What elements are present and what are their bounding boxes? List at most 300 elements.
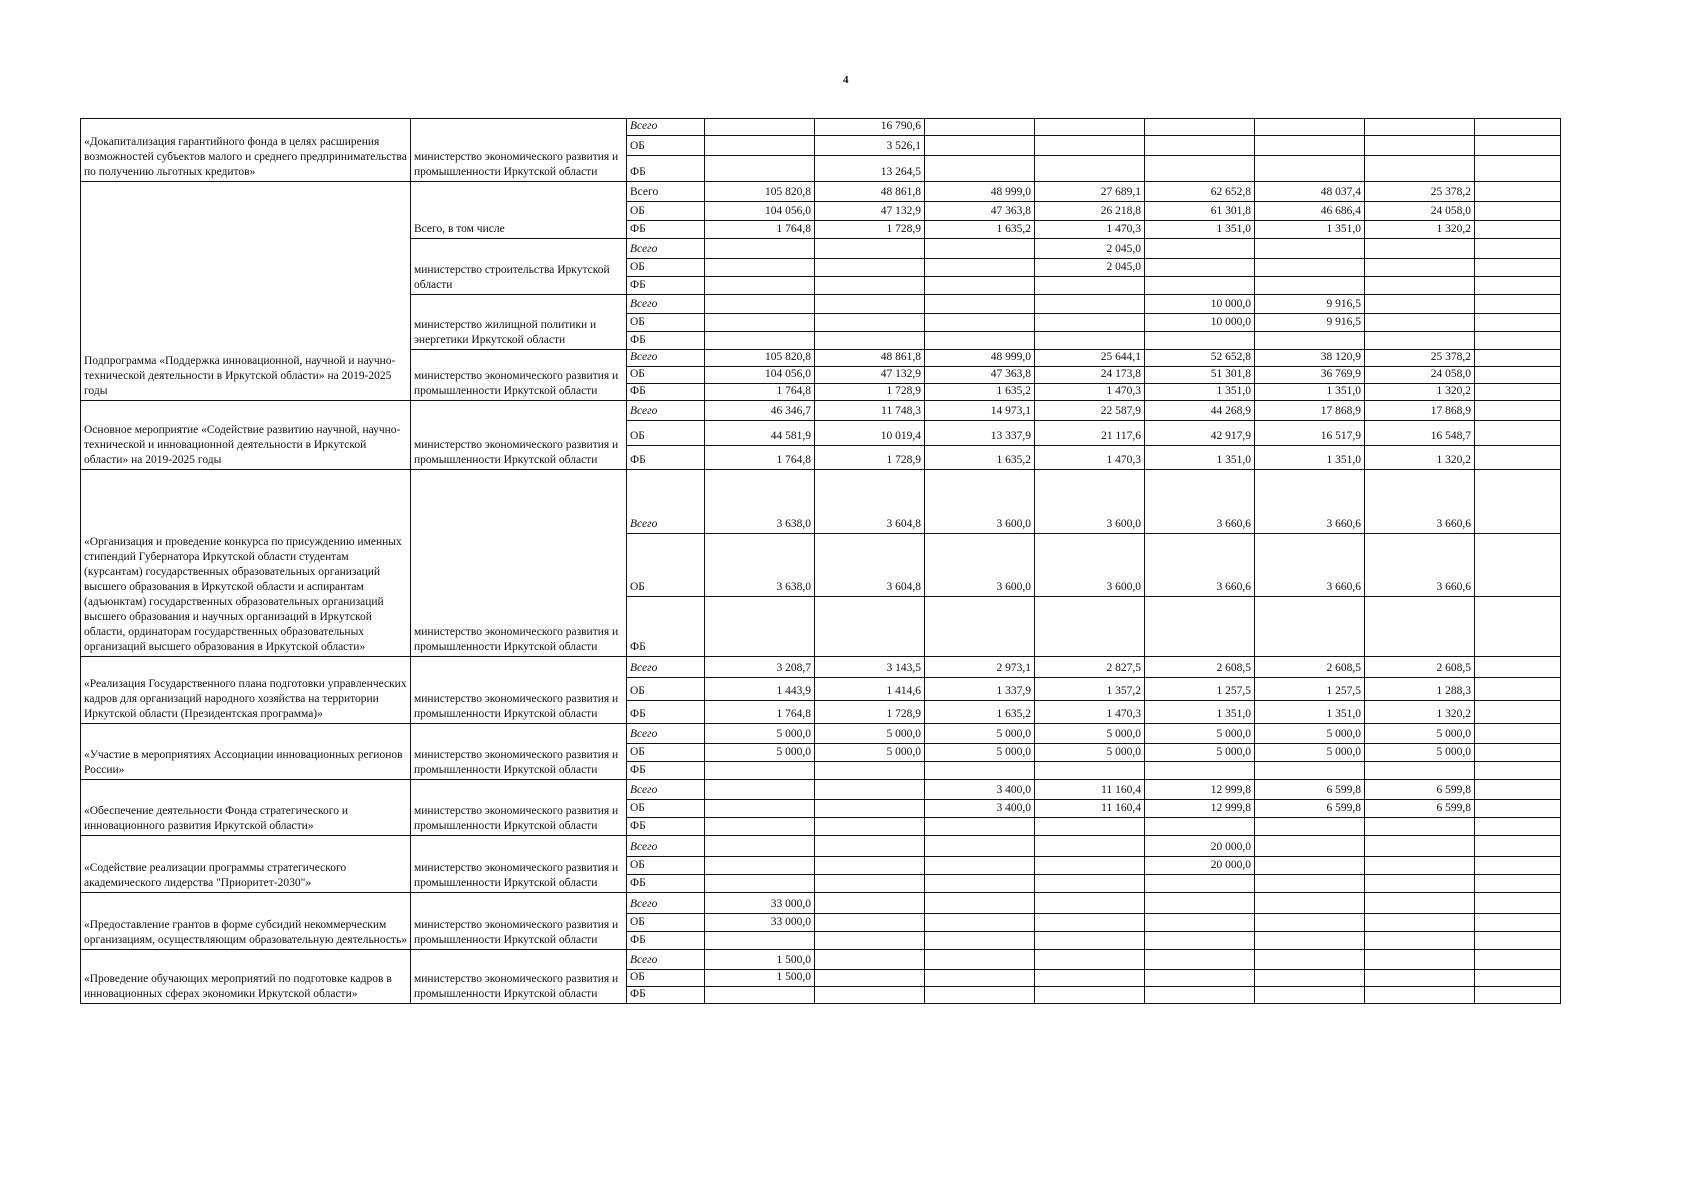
- responsible-executor: министерство экономического развития и промышленности Иркутской области: [411, 657, 627, 724]
- value-cell: [1365, 597, 1475, 657]
- value-cell: 1 500,0: [705, 950, 815, 970]
- funding-source-label: ОБ: [627, 367, 705, 384]
- funding-source-label: Всего: [627, 239, 705, 259]
- value-cell: [1145, 932, 1255, 950]
- value-cell: 3 638,0: [705, 534, 815, 597]
- value-cell: [815, 875, 925, 893]
- value-cell: [1365, 857, 1475, 875]
- value-cell: 3 660,6: [1365, 534, 1475, 597]
- value-cell: [1035, 875, 1145, 893]
- value-cell: 1 728,9: [815, 221, 925, 239]
- value-cell: 12 999,8: [1145, 800, 1255, 818]
- value-cell: 47 132,9: [815, 202, 925, 221]
- funding-source-label: Всего: [627, 470, 705, 534]
- value-cell: 24 173,8: [1035, 367, 1145, 384]
- value-cell: [925, 875, 1035, 893]
- value-cell: 6 599,8: [1255, 780, 1365, 800]
- empty-cell: [1475, 421, 1561, 446]
- value-cell: 1 288,3: [1365, 678, 1475, 701]
- table-row: [81, 182, 1561, 202]
- value-cell: 1 635,2: [925, 384, 1035, 401]
- empty-cell: [1475, 701, 1561, 724]
- value-cell: [815, 277, 925, 295]
- value-cell: [1255, 136, 1365, 156]
- value-cell: 20 000,0: [1145, 836, 1255, 857]
- value-cell: [1255, 597, 1365, 657]
- value-cell: 2 827,5: [1035, 657, 1145, 678]
- value-cell: 1 764,8: [705, 446, 815, 470]
- responsible-executor: министерство экономического развития и промышленности Иркутской области: [411, 401, 627, 470]
- empty-cell: [1475, 221, 1561, 239]
- value-cell: [1255, 259, 1365, 277]
- value-cell: 5 000,0: [1255, 724, 1365, 744]
- value-cell: [1035, 136, 1145, 156]
- value-cell: [815, 780, 925, 800]
- value-cell: [925, 914, 1035, 932]
- value-cell: [925, 762, 1035, 780]
- value-cell: [925, 597, 1035, 657]
- value-cell: [1145, 762, 1255, 780]
- empty-cell: [1475, 857, 1561, 875]
- value-cell: [925, 932, 1035, 950]
- value-cell: 3 400,0: [925, 800, 1035, 818]
- funding-source-label: Всего: [627, 657, 705, 678]
- value-cell: [925, 314, 1035, 332]
- funding-source-label: ФБ: [627, 384, 705, 401]
- empty-cell: [1475, 597, 1561, 657]
- empty-cell: [1475, 987, 1561, 1004]
- funding-source-label: Всего: [627, 182, 705, 202]
- measure-description: «Содействие реализации программы стратегического академического лидерства "Приоритет-2030"»: [81, 836, 411, 893]
- empty-cell: [1475, 136, 1561, 156]
- value-cell: [815, 332, 925, 350]
- value-cell: [1365, 987, 1475, 1004]
- value-cell: [1145, 893, 1255, 914]
- value-cell: [1145, 818, 1255, 836]
- value-cell: 38 120,9: [1255, 350, 1365, 367]
- value-cell: 27 689,1: [1035, 182, 1145, 202]
- value-cell: [1255, 970, 1365, 987]
- value-cell: [815, 914, 925, 932]
- value-cell: 36 769,9: [1255, 367, 1365, 384]
- value-cell: 105 820,8: [705, 182, 815, 202]
- value-cell: [925, 332, 1035, 350]
- funding-source-label: Всего: [627, 401, 705, 421]
- value-cell: 17 868,9: [1255, 401, 1365, 421]
- value-cell: [1365, 970, 1475, 987]
- value-cell: 1 764,8: [705, 384, 815, 401]
- value-cell: [1365, 762, 1475, 780]
- value-cell: 5 000,0: [815, 724, 925, 744]
- value-cell: [925, 119, 1035, 136]
- value-cell: [925, 857, 1035, 875]
- value-cell: [815, 259, 925, 277]
- value-cell: [1145, 970, 1255, 987]
- value-cell: 1 257,5: [1255, 678, 1365, 701]
- value-cell: 62 652,8: [1145, 182, 1255, 202]
- value-cell: [1145, 156, 1255, 182]
- empty-cell: [1475, 156, 1561, 182]
- value-cell: [1035, 277, 1145, 295]
- empty-cell: [1475, 744, 1561, 762]
- value-cell: [815, 295, 925, 314]
- value-cell: 1 351,0: [1145, 384, 1255, 401]
- empty-cell: [1475, 950, 1561, 970]
- value-cell: 3 604,8: [815, 534, 925, 597]
- value-cell: 48 999,0: [925, 350, 1035, 367]
- value-cell: 17 868,9: [1365, 401, 1475, 421]
- value-cell: 1 764,8: [705, 221, 815, 239]
- value-cell: 5 000,0: [1255, 744, 1365, 762]
- measure-description: Подпрограмма «Поддержка инновационной, научной и научно-технической деятельности в Иркутской области» на 2019-2025 годы: [81, 182, 411, 401]
- empty-cell: [1475, 678, 1561, 701]
- funding-source-label: Всего: [627, 119, 705, 136]
- empty-cell: [1475, 800, 1561, 818]
- value-cell: 2 045,0: [1035, 239, 1145, 259]
- table-row: [81, 724, 1561, 744]
- funding-source-label: ОБ: [627, 914, 705, 932]
- value-cell: 21 117,6: [1035, 421, 1145, 446]
- value-cell: 3 660,6: [1255, 470, 1365, 534]
- funding-source-label: ФБ: [627, 875, 705, 893]
- funding-source-label: ФБ: [627, 701, 705, 724]
- value-cell: 1 470,3: [1035, 221, 1145, 239]
- value-cell: 9 916,5: [1255, 314, 1365, 332]
- value-cell: [815, 987, 925, 1004]
- value-cell: 1 470,3: [1035, 701, 1145, 724]
- value-cell: [1145, 987, 1255, 1004]
- value-cell: 10 000,0: [1145, 314, 1255, 332]
- value-cell: [1255, 875, 1365, 893]
- responsible-executor: министерство экономического развития и промышленности Иркутской области: [411, 780, 627, 836]
- value-cell: 6 599,8: [1365, 800, 1475, 818]
- value-cell: 1 764,8: [705, 701, 815, 724]
- funding-source-label: ФБ: [627, 597, 705, 657]
- funding-source-label: Всего: [627, 295, 705, 314]
- funding-source-label: ФБ: [627, 277, 705, 295]
- value-cell: 48 999,0: [925, 182, 1035, 202]
- value-cell: 1 635,2: [925, 221, 1035, 239]
- value-cell: [1255, 277, 1365, 295]
- value-cell: 5 000,0: [1145, 744, 1255, 762]
- value-cell: 3 400,0: [925, 780, 1035, 800]
- value-cell: 1 351,0: [1255, 221, 1365, 239]
- responsible-executor: министерство строительства Иркутской области: [411, 239, 627, 295]
- empty-cell: [1475, 875, 1561, 893]
- value-cell: [815, 762, 925, 780]
- value-cell: 16 548,7: [1365, 421, 1475, 446]
- empty-cell: [1475, 446, 1561, 470]
- empty-cell: [1475, 239, 1561, 259]
- funding-source-label: ФБ: [627, 987, 705, 1004]
- value-cell: 1 320,2: [1365, 446, 1475, 470]
- empty-cell: [1475, 259, 1561, 277]
- value-cell: [925, 893, 1035, 914]
- measure-description: Основное мероприятие «Содействие развитию научной, научно-технической и инновационной деятельности в Иркутской области» на 2019-2025 годы: [81, 401, 411, 470]
- value-cell: [1035, 597, 1145, 657]
- value-cell: 5 000,0: [1365, 744, 1475, 762]
- measure-description: «Организация и проведение конкурса по присуждению именных стипендий Губернатора Иркутской области студентам (курсантам) государственных образовательных организаций высшего образования в Иркутской области и аспирантам (адъюнктам) государственных образовательных организаций высшего образования и научных организаций в Иркутской области, ординаторам государственных образовательных организаций высшего образования в Иркутской области»: [81, 470, 411, 657]
- funding-source-label: ОБ: [627, 534, 705, 597]
- value-cell: 5 000,0: [705, 724, 815, 744]
- funding-source-label: ФБ: [627, 446, 705, 470]
- empty-cell: [1475, 836, 1561, 857]
- value-cell: 1 320,2: [1365, 384, 1475, 401]
- value-cell: [1365, 950, 1475, 970]
- value-cell: 1 320,2: [1365, 221, 1475, 239]
- value-cell: [1255, 818, 1365, 836]
- value-cell: [705, 780, 815, 800]
- value-cell: 105 820,8: [705, 350, 815, 367]
- value-cell: 26 218,8: [1035, 202, 1145, 221]
- empty-cell: [1475, 367, 1561, 384]
- value-cell: 10 000,0: [1145, 295, 1255, 314]
- value-cell: 14 973,1: [925, 401, 1035, 421]
- value-cell: 1 414,6: [815, 678, 925, 701]
- value-cell: [1365, 277, 1475, 295]
- value-cell: [1255, 762, 1365, 780]
- value-cell: 2 608,5: [1365, 657, 1475, 678]
- value-cell: [925, 239, 1035, 259]
- funding-source-label: ФБ: [627, 221, 705, 239]
- value-cell: [1255, 332, 1365, 350]
- value-cell: [1035, 932, 1145, 950]
- value-cell: [1365, 239, 1475, 259]
- empty-cell: [1475, 182, 1561, 202]
- value-cell: 25 644,1: [1035, 350, 1145, 367]
- value-cell: [705, 239, 815, 259]
- empty-cell: [1475, 350, 1561, 367]
- value-cell: [925, 950, 1035, 970]
- value-cell: [1145, 914, 1255, 932]
- value-cell: [815, 314, 925, 332]
- page-number: 4: [843, 74, 849, 86]
- funding-source-label: Всего: [627, 950, 705, 970]
- table-row: [81, 836, 1561, 857]
- empty-cell: [1475, 914, 1561, 932]
- empty-cell: [1475, 780, 1561, 800]
- value-cell: [925, 259, 1035, 277]
- empty-cell: [1475, 657, 1561, 678]
- value-cell: [925, 818, 1035, 836]
- measure-description: «Реализация Государственного плана подготовки управленческих кадров для организаций народного хозяйства на территории Иркутской области (Президентская программа)»: [81, 657, 411, 724]
- value-cell: [1255, 119, 1365, 136]
- funding-source-label: Всего: [627, 893, 705, 914]
- value-cell: [705, 332, 815, 350]
- value-cell: [705, 314, 815, 332]
- value-cell: 48 861,8: [815, 350, 925, 367]
- value-cell: 1 351,0: [1255, 701, 1365, 724]
- value-cell: [1255, 156, 1365, 182]
- value-cell: 1 470,3: [1035, 384, 1145, 401]
- value-cell: 44 268,9: [1145, 401, 1255, 421]
- value-cell: [1365, 156, 1475, 182]
- responsible-executor: министерство экономического развития и промышленности Иркутской области: [411, 350, 627, 401]
- table-row: [81, 470, 1561, 534]
- value-cell: 3 638,0: [705, 470, 815, 534]
- value-cell: [705, 277, 815, 295]
- value-cell: [1365, 893, 1475, 914]
- value-cell: 5 000,0: [1145, 724, 1255, 744]
- value-cell: 44 581,9: [705, 421, 815, 446]
- responsible-executor: министерство экономического развития и промышленности Иркутской области: [411, 950, 627, 1004]
- value-cell: [815, 836, 925, 857]
- funding-source-label: Всего: [627, 780, 705, 800]
- table-row: [81, 657, 1561, 678]
- value-cell: 1 351,0: [1145, 221, 1255, 239]
- value-cell: 6 599,8: [1255, 800, 1365, 818]
- value-cell: [705, 818, 815, 836]
- value-cell: 3 660,6: [1145, 470, 1255, 534]
- empty-cell: [1475, 724, 1561, 744]
- value-cell: [705, 875, 815, 893]
- value-cell: 9 916,5: [1255, 295, 1365, 314]
- value-cell: 46 686,4: [1255, 202, 1365, 221]
- value-cell: [705, 597, 815, 657]
- value-cell: 3 600,0: [1035, 470, 1145, 534]
- value-cell: [1255, 932, 1365, 950]
- funding-source-label: ОБ: [627, 800, 705, 818]
- value-cell: 20 000,0: [1145, 857, 1255, 875]
- value-cell: [1035, 893, 1145, 914]
- value-cell: 48 861,8: [815, 182, 925, 202]
- funding-source-label: ФБ: [627, 332, 705, 350]
- value-cell: 104 056,0: [705, 367, 815, 384]
- value-cell: 47 132,9: [815, 367, 925, 384]
- value-cell: 11 160,4: [1035, 780, 1145, 800]
- funding-source-label: ОБ: [627, 202, 705, 221]
- value-cell: [705, 156, 815, 182]
- funding-source-label: ОБ: [627, 421, 705, 446]
- value-cell: [1255, 836, 1365, 857]
- empty-cell: [1475, 119, 1561, 136]
- value-cell: 3 600,0: [925, 534, 1035, 597]
- value-cell: [705, 295, 815, 314]
- value-cell: 1 728,9: [815, 384, 925, 401]
- value-cell: [925, 295, 1035, 314]
- funding-source-label: ОБ: [627, 678, 705, 701]
- value-cell: [925, 970, 1035, 987]
- funding-source-label: ОБ: [627, 136, 705, 156]
- value-cell: [1035, 970, 1145, 987]
- value-cell: 33 000,0: [705, 914, 815, 932]
- budget-table: [80, 118, 1561, 1004]
- measure-description: «Обеспечение деятельности Фонда стратегического и инновационного развития Иркутской области»: [81, 780, 411, 836]
- value-cell: 25 378,2: [1365, 182, 1475, 202]
- value-cell: 5 000,0: [705, 744, 815, 762]
- funding-source-label: Всего: [627, 724, 705, 744]
- value-cell: 3 660,6: [1145, 534, 1255, 597]
- funding-source-label: ОБ: [627, 259, 705, 277]
- value-cell: [1255, 857, 1365, 875]
- value-cell: [1035, 836, 1145, 857]
- value-cell: [705, 800, 815, 818]
- value-cell: 1 500,0: [705, 970, 815, 987]
- value-cell: 2 973,1: [925, 657, 1035, 678]
- responsible-executor: министерство жилищной политики и энергетики Иркутской области: [411, 295, 627, 350]
- value-cell: [1365, 932, 1475, 950]
- value-cell: 22 587,9: [1035, 401, 1145, 421]
- value-cell: [815, 970, 925, 987]
- value-cell: 11 160,4: [1035, 800, 1145, 818]
- funding-source-label: ФБ: [627, 932, 705, 950]
- value-cell: 1 357,2: [1035, 678, 1145, 701]
- value-cell: [815, 893, 925, 914]
- value-cell: 1 728,9: [815, 701, 925, 724]
- value-cell: [815, 857, 925, 875]
- value-cell: 2 045,0: [1035, 259, 1145, 277]
- value-cell: [925, 277, 1035, 295]
- value-cell: 104 056,0: [705, 202, 815, 221]
- value-cell: [1145, 597, 1255, 657]
- responsible-executor: министерство экономического развития и промышленности Иркутской области: [411, 119, 627, 182]
- value-cell: [815, 597, 925, 657]
- value-cell: 3 143,5: [815, 657, 925, 678]
- value-cell: 47 363,8: [925, 367, 1035, 384]
- value-cell: [1035, 119, 1145, 136]
- empty-cell: [1475, 762, 1561, 780]
- measure-description: «Участие в мероприятиях Ассоциации инновационных регионов России»: [81, 724, 411, 780]
- funding-source-label: ФБ: [627, 818, 705, 836]
- value-cell: [1255, 950, 1365, 970]
- value-cell: [925, 156, 1035, 182]
- value-cell: 33 000,0: [705, 893, 815, 914]
- funding-source-label: ОБ: [627, 970, 705, 987]
- responsible-executor: министерство экономического развития и промышленности Иркутской области: [411, 470, 627, 657]
- value-cell: 2 608,5: [1255, 657, 1365, 678]
- empty-cell: [1475, 818, 1561, 836]
- table-row: [81, 893, 1561, 914]
- value-cell: 5 000,0: [1365, 724, 1475, 744]
- value-cell: [1145, 239, 1255, 259]
- value-cell: 24 058,0: [1365, 202, 1475, 221]
- value-cell: 61 301,8: [1145, 202, 1255, 221]
- value-cell: [815, 800, 925, 818]
- measure-description: «Докапитализация гарантийного фонда в целях расширения возможностей субъектов малого и среднего предпринимательства по получению льготных кредитов»: [81, 119, 411, 182]
- value-cell: [925, 136, 1035, 156]
- value-cell: 51 301,8: [1145, 367, 1255, 384]
- value-cell: 1 470,3: [1035, 446, 1145, 470]
- value-cell: 3 660,6: [1365, 470, 1475, 534]
- value-cell: [1145, 875, 1255, 893]
- value-cell: 13 337,9: [925, 421, 1035, 446]
- value-cell: [1035, 295, 1145, 314]
- value-cell: 1 728,9: [815, 446, 925, 470]
- value-cell: 5 000,0: [925, 724, 1035, 744]
- value-cell: [1255, 239, 1365, 259]
- value-cell: 25 378,2: [1365, 350, 1475, 367]
- value-cell: 1 337,9: [925, 678, 1035, 701]
- value-cell: 1 257,5: [1145, 678, 1255, 701]
- value-cell: [1365, 295, 1475, 314]
- value-cell: [1145, 332, 1255, 350]
- responsible-executor: министерство экономического развития и промышленности Иркутской области: [411, 893, 627, 950]
- value-cell: [1365, 314, 1475, 332]
- table-row: [81, 401, 1561, 421]
- table-row: [81, 950, 1561, 970]
- table-row: [81, 119, 1561, 136]
- value-cell: 1 351,0: [1255, 384, 1365, 401]
- funding-source-label: ФБ: [627, 762, 705, 780]
- measure-description: «Предоставление грантов в форме субсидий некоммерческим организациям, осуществляющим образовательную деятельность»: [81, 893, 411, 950]
- value-cell: [1365, 875, 1475, 893]
- value-cell: [705, 932, 815, 950]
- value-cell: [705, 836, 815, 857]
- responsible-executor: министерство экономического развития и промышленности Иркутской области: [411, 724, 627, 780]
- value-cell: [1145, 259, 1255, 277]
- value-cell: [1365, 119, 1475, 136]
- value-cell: 1 635,2: [925, 446, 1035, 470]
